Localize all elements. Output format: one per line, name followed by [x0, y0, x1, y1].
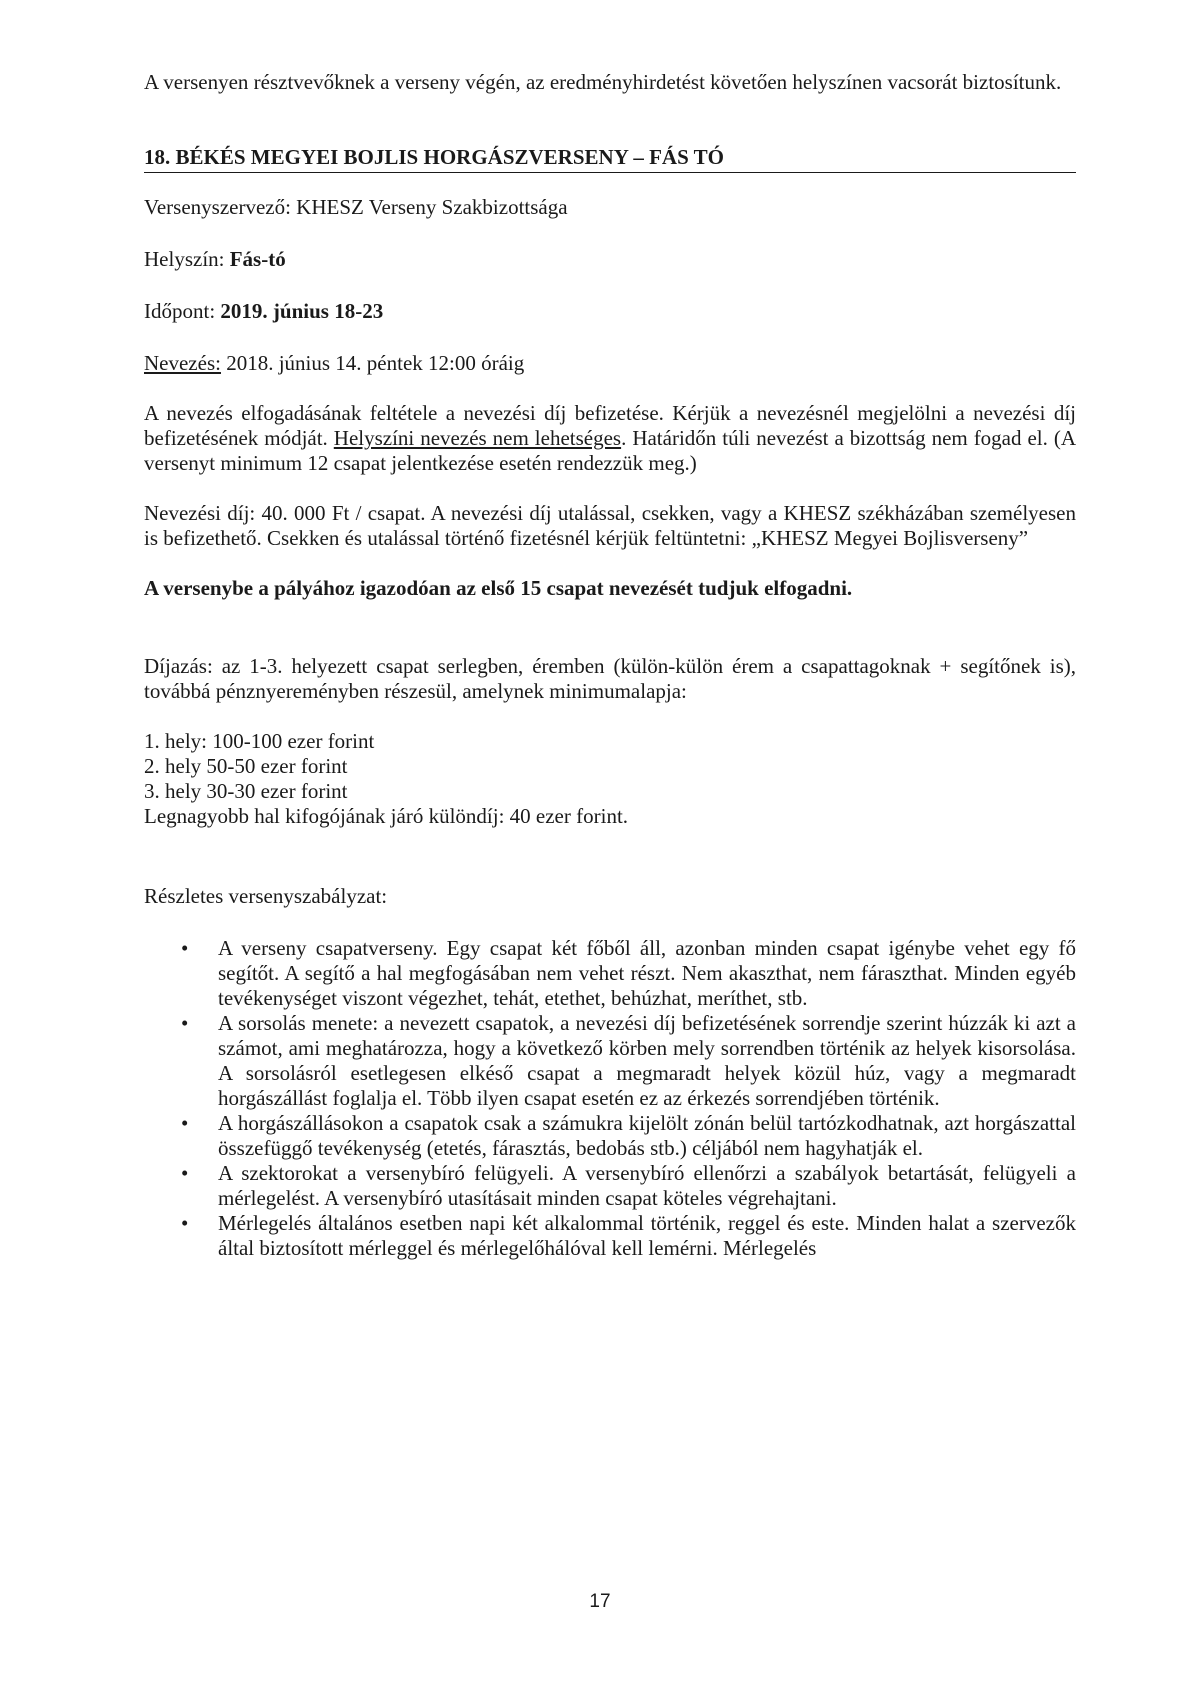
prize-item: Legnagyobb hal kifogójának járó különdíj: 40 ezer forint.	[144, 804, 629, 828]
rules-title: Részletes versenyszabályzat:	[144, 884, 388, 908]
prize-item: 1. hely: 100-100 ezer forint	[144, 729, 375, 753]
prize-item: 3. hely 30-30 ezer forint	[144, 779, 348, 803]
rule-item: • A szektorokat a versenybíró felügyeli. A versenybíró ellenőrzi a szabályok betartását, felügyeli a mérlegelést. A versenybíró utasításait minden csapat köteles végrehajtani.	[144, 1161, 1076, 1211]
section-heading: 18. BÉKÉS MEGYEI BOJLIS HORGÁSZVERSENY – FÁS TÓ	[144, 145, 1076, 173]
location-label: Helyszín:	[144, 247, 230, 271]
organizer-line: Versenyszervező: KHESZ Verseny Szakbizottsága	[144, 195, 568, 219]
date-value: 2019. június 18-23	[220, 299, 384, 323]
page-content	[144, 70, 1076, 1261]
prize-list	[144, 729, 1076, 829]
entry-label: Nevezés:	[144, 351, 221, 375]
rule-item: • A sorsolás menete: a nevezett csapatok, a nevezési díj befizetésének sorrendje szerint húzzák ki azt a számot, ami meghatározza, hogy a következő körben mely sorrendben történik az helyek kisorsolása. A sorsolásról esetlegesen elkéső csapat a megmaradt helyek közül húz, vagy a megmaradt horgászállást foglalja el. Több ilyen csapat esetén ez az érkezés sorrendjében történik.	[144, 1011, 1076, 1111]
rule-item: • A horgászállásokon a csapatok csak a számukra kijelölt zónán belül tartózkodhatnak, azt horgászattal összefüggő tevékenység (etetés, fárasztás, bedobás stb.) céljából nem hagyhatják el.	[144, 1111, 1076, 1161]
entry-line	[144, 351, 1076, 376]
conditions-text-1: A nevezés elfogadásának feltétele a nevezési díj befizetése. Kérjük a nevezésnél megjelölni a nevezési díj befizetésének módját.	[144, 401, 1076, 450]
limit-text: A versenybe a pályához igazodóan az első 15 csapat nevezését tudjuk elfogadni.	[144, 576, 853, 600]
intro-paragraph: A versenyen résztvevőknek a verseny végén, az eredményhirdetést követően helyszínen vacsorát biztosítunk.	[144, 70, 1062, 94]
location-line	[144, 247, 1076, 272]
conditions-paragraph	[144, 401, 1076, 476]
date-line	[144, 299, 1076, 324]
fee-paragraph: Nevezési díj: 40. 000 Ft / csapat. A nevezési díj utalással, csekken, vagy a KHESZ székházában személyesen is befizethető. Csekken és utalással történő fizetésnél kérjük feltüntetni: „KHESZ Megyei Bojlisverseny”	[144, 501, 1076, 550]
prize-item: 2. hely 50-50 ezer forint	[144, 754, 348, 778]
rule-item: • A verseny csapatverseny. Egy csapat két főből áll, azonban minden csapat igénybe vehet egy fő segítőt. A segítő a hal megfogásában nem vehet részt. Nem akaszthat, nem fáraszthat. Minden egyéb tevékenységet viszont végezhet, tehát, etethet, behúzhat, meríthet, stb.	[144, 936, 1076, 1011]
conditions-text-2: . Határidőn túli nevezést a bizottság nem fogad el. (A versenyt minimum 12 csapat jelentkezése esetén rendezzük meg.)	[144, 426, 1077, 475]
rules-list	[144, 936, 1076, 1261]
rule-item: • Mérlegelés általános esetben napi két alkalommal történik, reggel és este. Minden halat a szervezők által biztosított mérleggel és mérlegelőhálóval kell lemérni. Mérlegelés	[144, 1211, 1076, 1261]
date-label: Időpont:	[144, 299, 221, 323]
conditions-underlined: Helyszíni nevezés nem lehetséges	[333, 426, 622, 450]
limit-paragraph	[144, 576, 1076, 601]
page-number: 17	[589, 1591, 611, 1612]
prizes-intro: Díjazás: az 1-3. helyezett csapat serlegben, éremben (külön-külön érem a csapattagoknak + segítőnek is), továbbá pénznyereményben részesül, amelynek minimumalapja:	[144, 654, 1076, 703]
entry-value: 2018. június 14. péntek 12:00 óráig	[220, 351, 525, 375]
location-value: Fás-tó	[229, 247, 286, 271]
